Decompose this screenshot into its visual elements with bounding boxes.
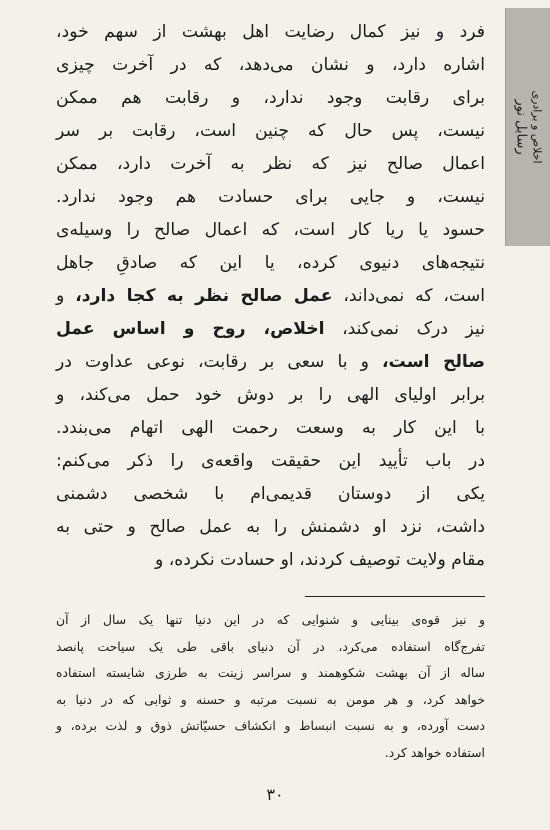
- body-text-run: و با سعی بر رقابت، نوعی عداوت در: [56, 352, 382, 372]
- footnote-line: ساله از آن بهشت شکوهمند و سراسر زینت به طرزی شایسته استفاده: [56, 665, 485, 680]
- body-line-with-bold: [56, 313, 485, 346]
- body-line: نتیجه‌های دنیوی کرده، یا این که صادقِ جاهل: [56, 253, 485, 273]
- body-text-run: و: [56, 286, 76, 306]
- footnote-line: دست آورده، و به نسبت انبساط و انکشاف حسیّاتش ذوق و لذت برده، و: [56, 718, 485, 733]
- body-line: حسود یا ریا کار است، که اعمال صالح را وسیله‌ی: [56, 220, 485, 240]
- body-text-run: نیز درک نمی‌کند،: [324, 319, 485, 339]
- footnote-line: تفرج‌گاه استفاده می‌کرد، در آن دنیای باقی طی یک سیاحت پانصد: [56, 638, 485, 654]
- book-title: اخلاص و برادری: [530, 90, 544, 164]
- body-line-with-bold: [56, 346, 485, 379]
- body-line: فرد و نیز کمال رضایت اهل بهشت از سهم خود،: [56, 22, 485, 42]
- body-text: [56, 16, 485, 577]
- bold-phrase: اخلاص، روح و اساس عمل: [56, 319, 325, 339]
- body-line: برابر اولیای الهی را بر دوش خود حمل می‌کند، و: [56, 385, 485, 405]
- body-line: اعمال صالح نیز که نظر به آخرت دارد، ممکن: [56, 154, 485, 174]
- series-title: رسایل نور: [513, 99, 529, 155]
- page-number: ۳۰: [266, 785, 284, 804]
- footnote-line: استفاده خواهد کرد.: [384, 744, 485, 760]
- body-line-with-bold: [56, 280, 485, 313]
- footnote-line: و نیز قوه‌ی بینایی و شنوایی که در این دنیا تنها یک سال از آن: [56, 612, 485, 627]
- body-text-run: است، که نمی‌داند،: [332, 286, 486, 306]
- bold-phrase: صالح است،: [381, 352, 485, 372]
- body-line: مقام ولایت توصیف کردند، او حسادت نکرده، و: [154, 550, 485, 570]
- body-line: اشاره دارد، و نشان می‌دهد، که در آخرت چیزی: [56, 55, 485, 75]
- footnote: [56, 607, 485, 766]
- body-line: یکی از دوستان قدیمی‌ام با شخصی دشمنی: [56, 484, 485, 504]
- footnote-line: خواهد کرد، و هر مومن به نسبت مرتبه و حسنه و ثوابی که در دنیا به: [56, 691, 485, 707]
- body-line: با این کار به وسعت رحمت الهی اتهام می‌بندد.: [56, 418, 485, 438]
- body-line: داشت، نزد او دشمنش را به عمل صالح و حتی به: [56, 517, 485, 537]
- side-tab: [505, 8, 550, 246]
- footnote-divider: [305, 596, 485, 597]
- bold-phrase: عمل صالح نظر به کجا دارد،: [75, 286, 333, 306]
- body-line: نیست، و جایی برای حسادت هم وجود ندارد.: [56, 187, 485, 207]
- body-line: برای رقابت وجود ندارد، و رقابت هم ممکن: [56, 88, 485, 108]
- body-line: نیست، پس حال که چنین است، رقابت بر سر: [56, 121, 485, 141]
- body-line: در باب تأیید این حقیقت واقعه‌ی را ذکر می‌کنم:: [56, 451, 485, 471]
